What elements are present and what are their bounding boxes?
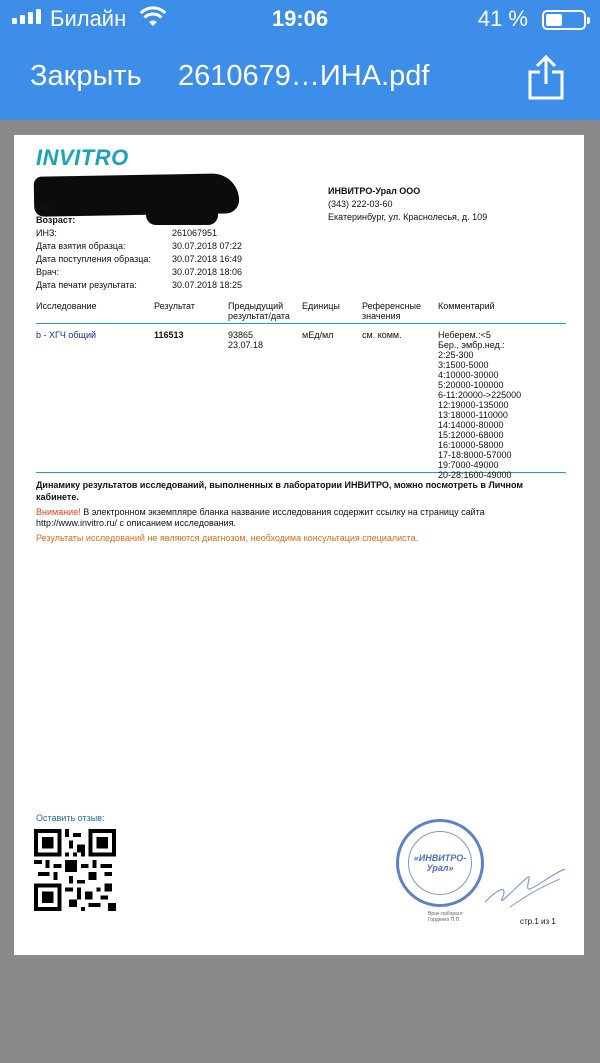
company-address: Екатеринбург, ул. Краснолесья, д. 109 bbox=[328, 212, 488, 222]
header-result: Результат bbox=[154, 301, 195, 311]
field-row bbox=[36, 266, 242, 279]
table-header bbox=[36, 299, 566, 324]
battery-icon bbox=[542, 10, 586, 30]
header-test: Исследование bbox=[36, 301, 97, 311]
field-label: Врач: bbox=[36, 267, 60, 277]
comment-line: 20-28:1600-49000 bbox=[438, 470, 512, 480]
field-row bbox=[36, 240, 242, 253]
comment-line: 13:18000-110000 bbox=[438, 410, 508, 420]
field-value: 261067951 bbox=[172, 228, 218, 238]
field-value: 30.07.2018 16:49 bbox=[172, 254, 243, 264]
stamp-seal bbox=[396, 819, 484, 907]
battery-percent: 41 % bbox=[477, 6, 528, 31]
signer-name: Горденко П.П. bbox=[428, 917, 461, 923]
field-label: Возраст: bbox=[36, 215, 76, 225]
company-name: ИНВИТРО-Урал ООО bbox=[328, 186, 421, 196]
comment-line: 5:20000-100000 bbox=[438, 380, 504, 390]
site-link[interactable]: http://www.invitro.ru/ bbox=[36, 518, 118, 528]
test-name-link[interactable]: b - ХГЧ общий bbox=[36, 330, 96, 340]
company-phone: (343) 222-03-60 bbox=[328, 199, 393, 209]
results-table bbox=[36, 299, 566, 480]
table-row bbox=[36, 324, 566, 480]
document-title: 2610679…ИНА.pdf bbox=[178, 60, 430, 92]
status-bar bbox=[0, 0, 600, 38]
header-comment: Комментарий bbox=[438, 301, 495, 311]
header-units: Единицы bbox=[302, 301, 340, 311]
dynamics-note: Динамику результатов исследований, выполненных в лаборатории ИНВИТРО, можно посмотреть в Личном кабинете. bbox=[36, 480, 524, 502]
page-number: стр.1 из 1 bbox=[520, 917, 556, 926]
comment-line: 12:19000-135000 bbox=[438, 400, 509, 410]
close-button[interactable]: Закрыть bbox=[30, 60, 142, 92]
field-row bbox=[36, 201, 242, 214]
top-bar bbox=[0, 0, 600, 120]
reference: см. комм. bbox=[362, 330, 402, 340]
comment-line: Бер., эмбр.нед.: bbox=[438, 340, 505, 350]
warning-tail: с описанием исследования. bbox=[117, 518, 237, 528]
comment-line: 6-11:20000->225000 bbox=[438, 390, 522, 400]
previous-date: 23.07.18 bbox=[228, 340, 264, 350]
previous-value: 93865 bbox=[228, 330, 254, 340]
comment-line: 17-18:8000-57000 bbox=[438, 450, 512, 460]
comments bbox=[438, 330, 521, 480]
signer-info bbox=[428, 911, 463, 923]
header-previous: Предыдущий результат/дата bbox=[228, 301, 290, 321]
invitro-logo: INVITRO bbox=[36, 145, 129, 170]
clock: 19:06 bbox=[271, 6, 329, 31]
field-row bbox=[36, 279, 242, 292]
field-label: Пол: bbox=[36, 202, 57, 212]
comment-line: 2:25-300 bbox=[438, 350, 474, 360]
signature bbox=[480, 857, 570, 917]
previous-result bbox=[228, 330, 263, 350]
warning-text: В электронном экземпляре бланка название исследования содержит ссылку на страницу сайта bbox=[80, 507, 485, 517]
warning-label: Внимание! bbox=[36, 507, 81, 517]
field-label: Дата печати результата: bbox=[36, 280, 137, 290]
stamp-text: «ИНВИТРО-Урал» bbox=[413, 853, 467, 873]
comment-line: 19:7000-49000 bbox=[438, 460, 499, 470]
field-row bbox=[36, 253, 242, 266]
header-reference: Референсные значения bbox=[362, 301, 421, 321]
result-value: 116513 bbox=[154, 330, 184, 340]
field-value: 30.07.2018 18:25 bbox=[172, 280, 243, 290]
field-value: 30.07.2018 07:22 bbox=[172, 241, 243, 251]
field-value: 30.07.2018 18:06 bbox=[172, 267, 243, 277]
comment-line: 14:14000-80000 bbox=[438, 420, 504, 430]
comment-line: 3:1500-5000 bbox=[438, 360, 489, 370]
field-row bbox=[36, 227, 242, 240]
feedback-label: Оставить отзыв: bbox=[36, 813, 105, 823]
company-info bbox=[328, 185, 487, 224]
diagnosis-note: Результаты исследований не являются диагнозом, необходима консультация специалиста. bbox=[36, 533, 419, 543]
field-label: ИНЗ: bbox=[36, 228, 57, 238]
pdf-page bbox=[14, 135, 584, 955]
patient-fields bbox=[36, 201, 242, 292]
field-label: Дата взятия образца: bbox=[36, 241, 126, 251]
units: мЕд/мл bbox=[302, 330, 334, 340]
comment-line: 16:10000-58000 bbox=[438, 440, 504, 450]
warning-note bbox=[36, 507, 556, 529]
comment-line: 15:12000-68000 bbox=[438, 430, 504, 440]
comment-line: 4:10000-30000 bbox=[438, 370, 499, 380]
carrier-name: Билайн bbox=[50, 6, 127, 31]
comment-line: Неберем.:<5 bbox=[438, 330, 491, 340]
qr-code-icon[interactable] bbox=[34, 829, 116, 911]
signer-role: Врач-лаборант bbox=[428, 911, 464, 917]
share-icon[interactable] bbox=[526, 54, 566, 100]
field-label: Дата поступления образца: bbox=[36, 254, 151, 264]
field-row bbox=[36, 214, 242, 227]
